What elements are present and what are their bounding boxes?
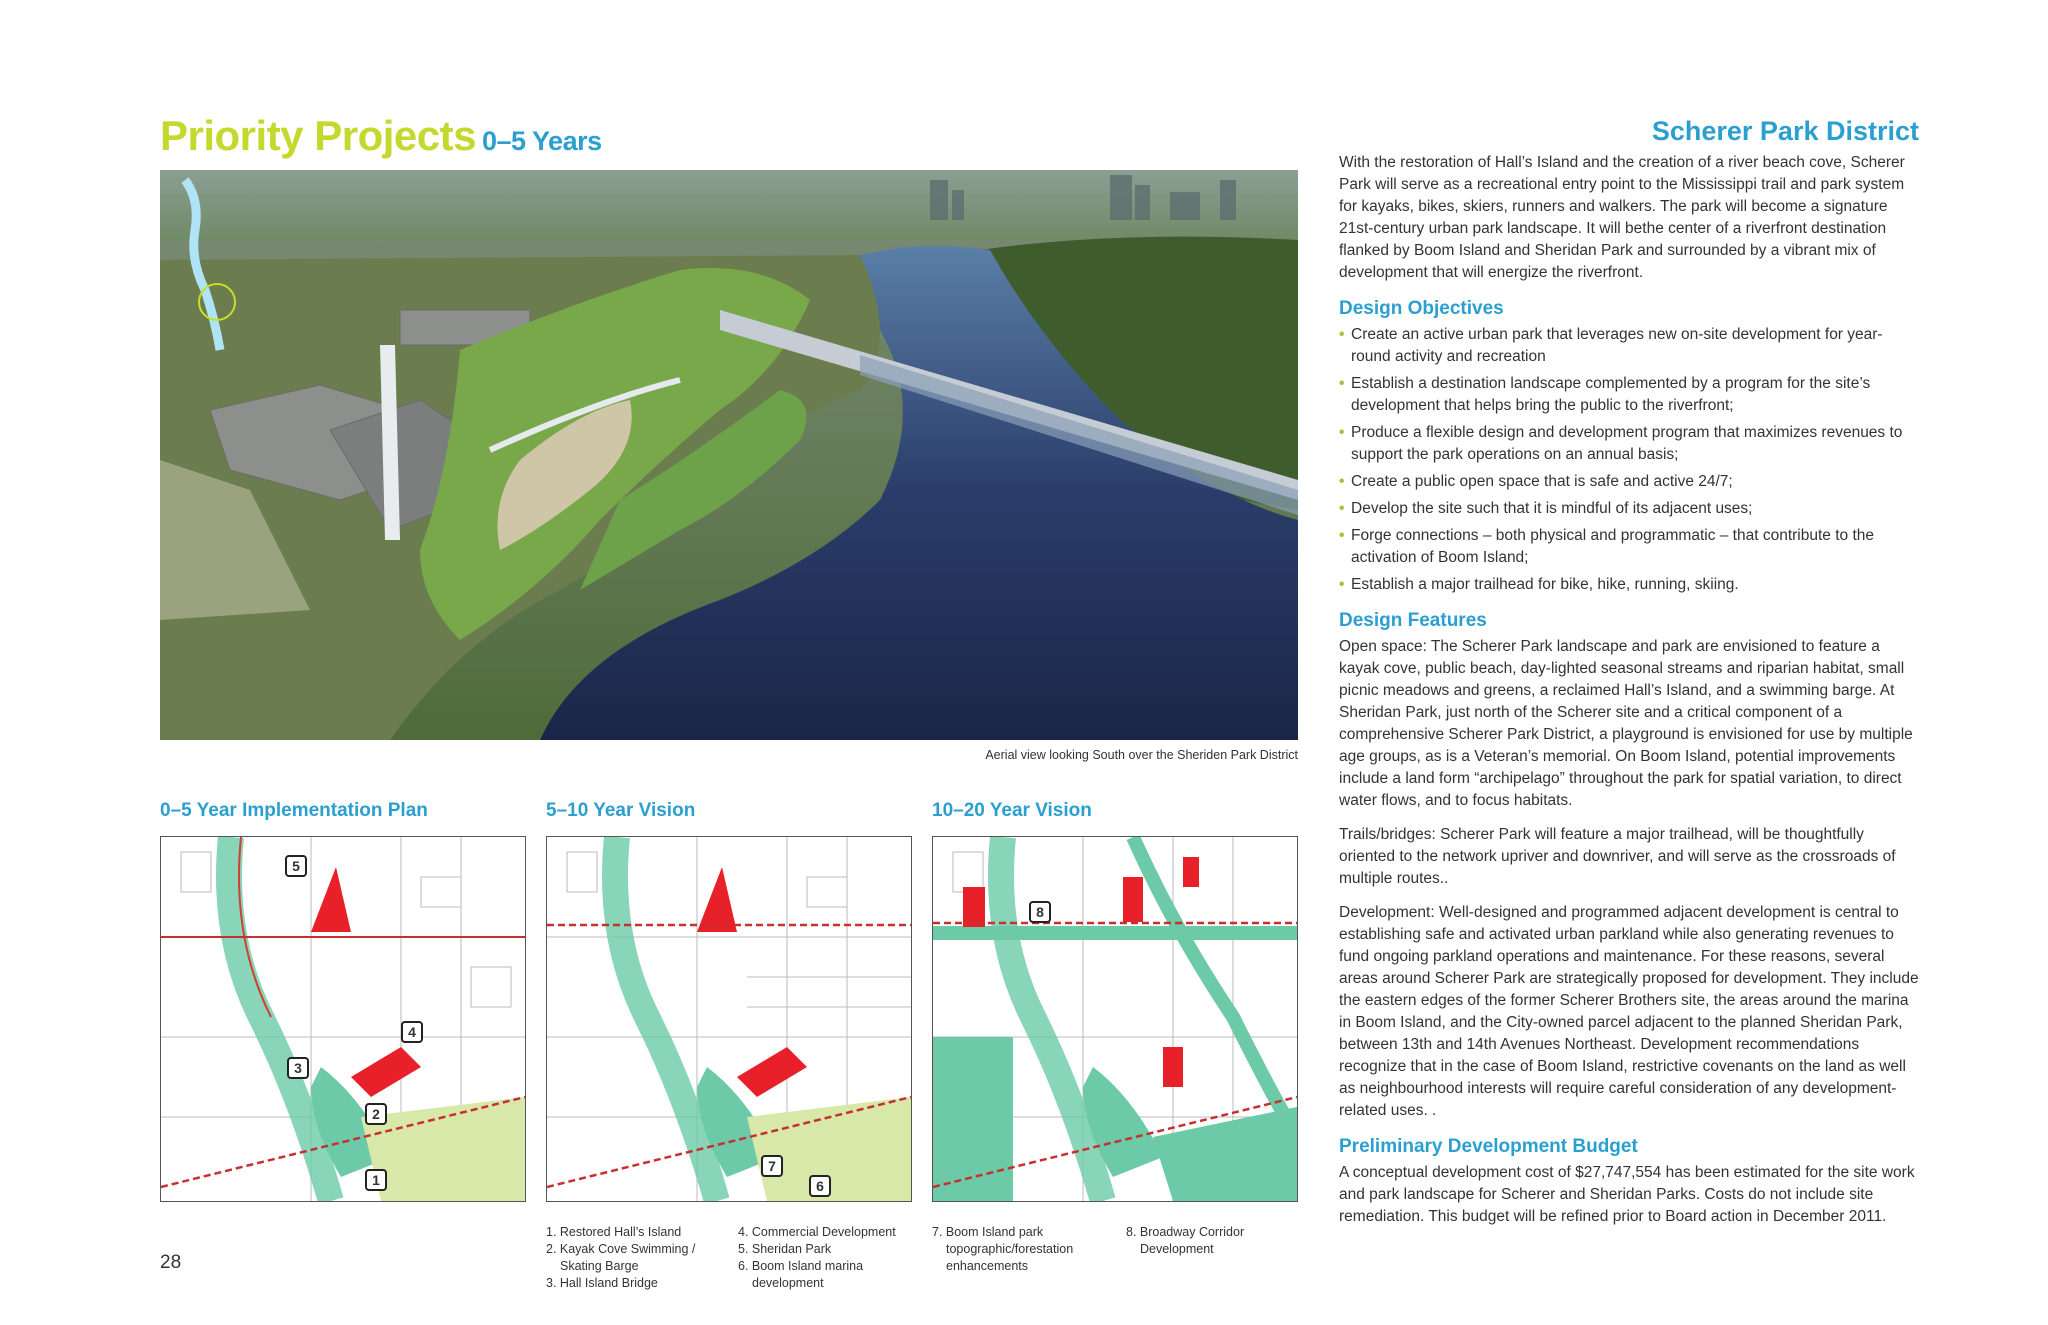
objectives-list xyxy=(1339,324,1919,596)
marker-7: 7 xyxy=(761,1155,783,1177)
marker-6: 6 xyxy=(809,1175,831,1197)
legend-item: development xyxy=(752,1276,824,1290)
legend-item: 8. Broadway Corridor xyxy=(1126,1225,1245,1239)
plan-title-10-20: 10–20 Year Vision xyxy=(932,800,1092,821)
plan-map-10-20 xyxy=(932,836,1298,1202)
plan-title-0-5: 0–5 Year Implementation Plan xyxy=(160,800,428,821)
marker-5: 5 xyxy=(285,855,307,877)
features-trails: Trails/bridges: Scherer Park will feature a major trailhead, will be thoughtfully oriented to the network upriver and downriver, and will serve as the crossroads of multiple routes.. xyxy=(1339,826,1896,887)
plan-map-0-5 xyxy=(160,836,526,1202)
district-title: Scherer Park District xyxy=(1651,116,1919,146)
plan-title-5-10: 5–10 Year Vision xyxy=(546,800,696,821)
aerial-caption: Aerial view looking South over the Sheriden Park District xyxy=(985,748,1298,762)
legend-item: 4. Commercial Development xyxy=(738,1225,896,1239)
list-item: • Produce a flexible design and development program that maximizes revenues to support the park operations on an annual basis; xyxy=(1339,424,1903,463)
legend-col-3 xyxy=(932,1224,1073,1275)
legend-item: topographic/forestation xyxy=(946,1242,1074,1256)
features-open-space: Open space: The Scherer Park landscape and park are envisioned to feature a kayak cove, public beach, day-lighted seasonal streams and riparian habitat, small picnic meadows and greens, a reclaimed Hall’s Island, and a swimming barge. At Sheridan Park, just north of the Scherer site and a critical component of a comprehensive Scherer Park District, a playground is envisioned for use by multiple age groups, as is a Veteran’s memorial. On Boom Island, potential improvements include a land form “archipelago” throughout the park for spatial variation, to direct water flows, and to focus habitats. xyxy=(1339,638,1913,809)
list-item: • Create an active urban park that leverages new on-site development for year-round activity and recreation xyxy=(1339,326,1883,365)
features-heading: Design Features xyxy=(1339,610,1487,631)
legend-item: Development xyxy=(1140,1242,1214,1256)
legend-item: Skating Barge xyxy=(560,1259,639,1273)
legend-col-4 xyxy=(1126,1224,1244,1258)
plan-map-5-10 xyxy=(546,836,912,1202)
legend-item: enhancements xyxy=(946,1259,1029,1273)
list-item: • Forge connections – both physical and programmatic – that contribute to the activation of Boom Island; xyxy=(1339,527,1874,566)
marker-3: 3 xyxy=(287,1057,309,1079)
list-item: • Establish a major trailhead for bike, hike, running, skiing. xyxy=(1339,576,1739,593)
budget-heading: Preliminary Development Budget xyxy=(1339,1136,1638,1157)
legend-item: 5. Sheridan Park xyxy=(738,1242,832,1256)
legend-item: 1. Restored Hall’s Island xyxy=(546,1225,682,1239)
marker-8: 8 xyxy=(1029,901,1051,923)
title-text: Priority Projects xyxy=(160,112,476,159)
district-column xyxy=(1339,116,1919,1240)
intro-text: With the restoration of Hall’s Island and the creation of a river beach cove, Scherer Park will serve as a recreational entry point to the Mississippi trail and park system for kayaks, bikes, skiers, runners and walkers. The park will become a signature 21st-century urban park landscape. It will bethe center of a riverfront destination flanked by Boom Island and Sheridan Park and surrounded by a vibrant mix of development that will energize the riverfront. xyxy=(1339,154,1905,281)
marker-4: 4 xyxy=(401,1021,423,1043)
list-item: • Establish a destination landscape complemented by a program for the site’s development that helps bring the public to the riverfront; xyxy=(1339,375,1871,414)
legend-item: 7. Boom Island park xyxy=(932,1225,1044,1239)
page-number: 28 xyxy=(160,1252,182,1273)
legend-col-2 xyxy=(738,1224,896,1292)
list-item: • Create a public open space that is safe and active 24/7; xyxy=(1339,473,1733,490)
legend-item: 3. Hall Island Bridge xyxy=(546,1276,658,1290)
title-subtitle: 0–5 Years xyxy=(481,126,602,156)
page-title xyxy=(160,112,602,160)
aerial-image xyxy=(160,170,1298,740)
list-item: • Develop the site such that it is mindful of its adjacent uses; xyxy=(1339,500,1753,517)
legend-col-1 xyxy=(546,1224,695,1292)
legend-item: 2. Kayak Cove Swimming / xyxy=(546,1242,696,1256)
marker-1: 1 xyxy=(365,1169,387,1191)
features-development: Development: Well-designed and programmed adjacent development is central to establishing safe and activated urban parkland while also generating revenues to fund ongoing parkland operations and maintenance. For these reasons, several areas around Scherer Park are strategically proposed for development. They include the eastern edges of the former Scherer Brothers site, the areas around the marina in Boom Island, and the City-owned parcel adjacent to the planned Sheridan Park, between 13th and 14th Avenues Northeast. Development recommendations recognize that in the case of Boom Island, restrictive covenants on the land as well as neighbourhood interests will require careful consideration of any development-related uses. . xyxy=(1339,904,1919,1119)
budget-text: A conceptual development cost of $27,747,554 has been estimated for the site work and park landscape for Scherer and Sheridan Parks. Costs do not include site remediation. This budget will be refined prior to Board action in December 2011. xyxy=(1339,1164,1915,1225)
objectives-heading: Design Objectives xyxy=(1339,298,1504,319)
marker-2: 2 xyxy=(365,1103,387,1125)
legend-item: 6. Boom Island marina xyxy=(738,1259,864,1273)
